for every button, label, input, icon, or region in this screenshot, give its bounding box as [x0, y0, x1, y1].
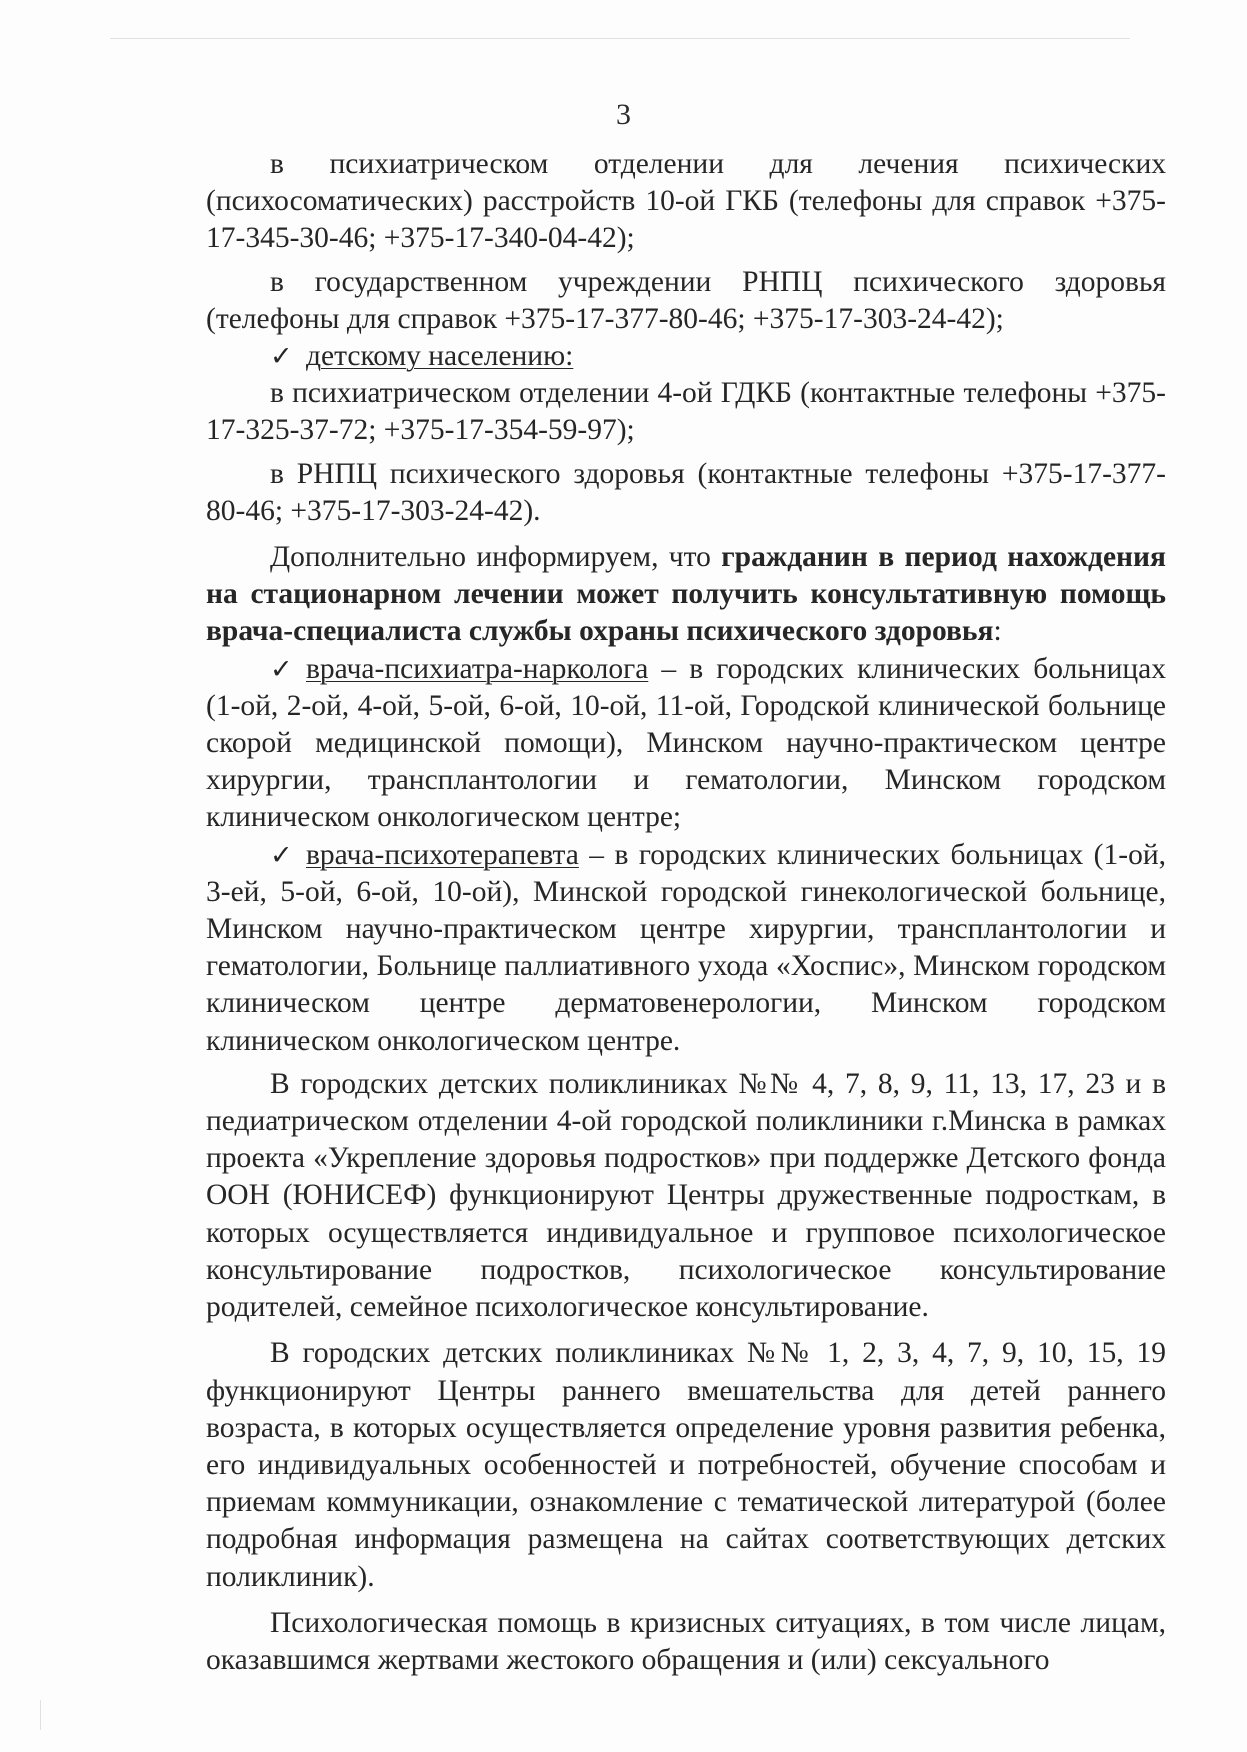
psychotherapist-locations: – в городских клинических больницах (1-ой, 3-ей, 5-ой, 6-ой, 10-ой), Минской городской гинекологической больнице, Минском научно-практическом центре хирургии, трансплантологии и гематологии, Больнице паллиативного ухода «Хоспис», Минском городском клиническом центре дерматовенерологии, Минском городском клиническом онкологическом центре. [206, 838, 1166, 1057]
additional-info-bold: гражданин в период нахождения на стационарном лечении может получить консультативную помощь врача-специалиста службы охраны психического здоровья [206, 541, 1166, 648]
additional-info-colon: : [993, 615, 1002, 648]
paragraph-early-intervention-centers: В городских детских поликлиниках №№ 1, 2, 3, 4, 7, 9, 10, 15, 19 функционируют Центры раннего вмешательства для детей раннего возраста, в которых осуществляется определение уровня развития ребенка, его индивидуальных особенностей и потребностей, обучение способам и приемам коммуникации, ознакомление с тематической литературой (более подробная информация размещена на сайтах соответствующих детских поликлиник). [206, 1337, 1166, 1593]
children-population-label: детскому населению: [306, 340, 574, 373]
paragraph-rnpc-children: в РНПЦ психического здоровья (контактные телефоны +375-17-377-80-46; +375-17-303-24-42). [206, 457, 1166, 527]
additional-info-intro: Дополнительно информируем, что [270, 541, 722, 574]
checkmark-icon: ✓ [270, 839, 293, 871]
checkmark-icon: ✓ [270, 653, 293, 685]
paragraph-rnpc-state-institution: в государственном учреждении РНПЦ психического здоровья (телефоны для справок +375-17-377-80-46; +375-17-303-24-42); [206, 265, 1166, 335]
list-item-narcologist [206, 651, 1166, 837]
psychotherapist-label: врача-психотерапевта [306, 838, 579, 871]
checkmark-icon: ✓ [270, 341, 293, 373]
paragraph-additional-info [206, 539, 1166, 651]
scan-artifact-top [110, 38, 1130, 39]
paragraph-youth-friendly-centers: В городских детских поликлиниках №№ 4, 7, 8, 9, 11, 13, 17, 23 и в педиатрическом отделении 4-ой городской поликлиники г.Минска в рамках проекта «Укрепление здоровья подростков» при поддержке Детского фонда ООН (ЮНИСЕФ) функционируют Центры дружественные подросткам, в которых осуществляется индивидуальное и групповое психологическое консультирование подростков, психологическое консультирование родителей, семейное психологическое консультирование. [206, 1067, 1166, 1324]
list-item-children [206, 338, 1166, 375]
list-item-psychotherapist [206, 837, 1166, 1060]
page-number: 3 [616, 98, 631, 131]
document-body [206, 146, 1166, 1679]
paragraph-crisis-help: Психологическая помощь в кризисных ситуациях, в том числе лицам, оказавшимся жертвами жестокого обращения и (или) сексуального [206, 1606, 1166, 1676]
paragraph-psych-department-10gkb: в психиатрическом отделении для лечения психических (психосоматических) расстройств 10-ой ГКБ (телефоны для справок +375-17-345-30-46; +375-17-340-04-42); [206, 148, 1166, 255]
narcologist-locations: – в городских клинических больницах (1-ой, 2-ой, 4-ой, 5-ой, 6-ой, 10-ой, 11-ой, Городской клинической больнице скорой медицинской помощи), Минском научно-практическом центре хирургии, трансплантологии и гематологии, Минском городском клиническом онкологическом центре; [206, 652, 1166, 834]
paragraph-4gdkb: в психиатрическом отделении 4-ой ГДКБ (контактные телефоны +375-17-325-37-72; +375-17-354-59-97); [206, 377, 1166, 447]
narcologist-label: врача-психиатра-нарколога [306, 652, 649, 685]
scan-artifact-bottom [40, 1700, 41, 1730]
